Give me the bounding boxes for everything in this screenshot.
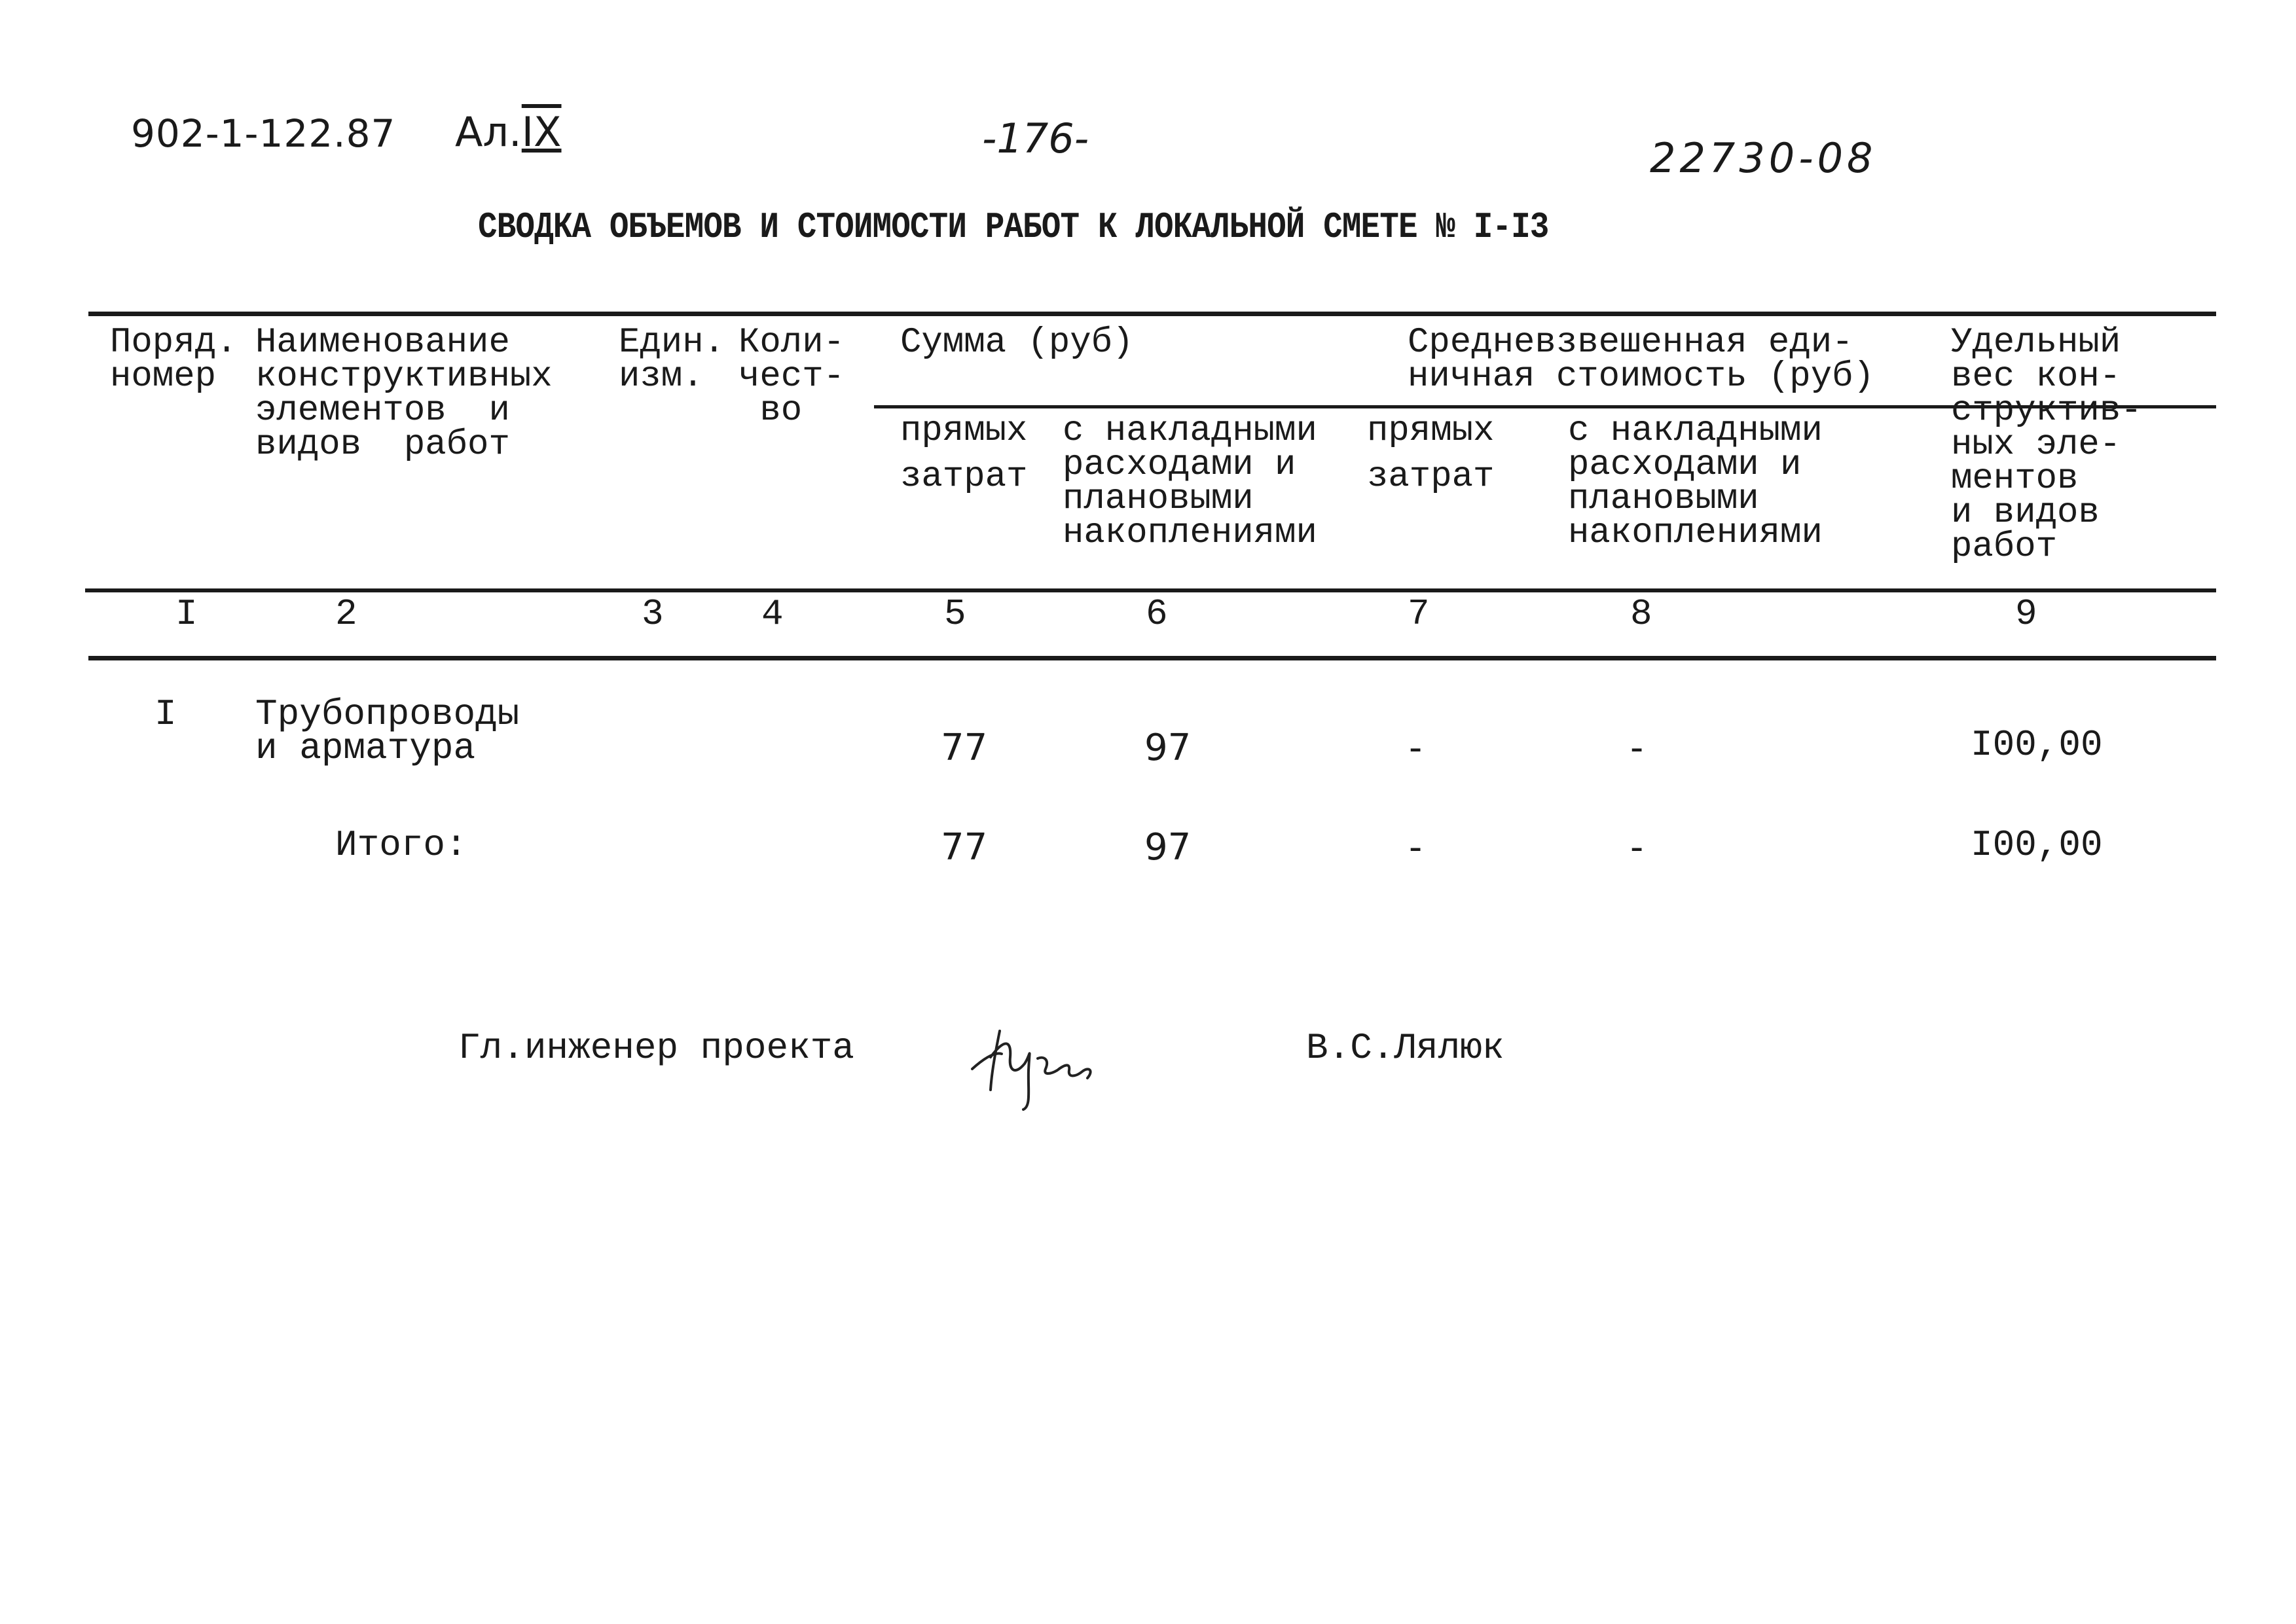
header-sum-group: Сумма (руб) (900, 323, 1134, 363)
header-unit: Един. изм. (619, 323, 725, 397)
total-label: Итого: (335, 824, 467, 866)
column-number-4: 4 (761, 593, 784, 635)
row-direct-costs: 77 (941, 727, 988, 769)
total-avg-direct: - (1409, 826, 1423, 869)
document-code: 902-1-122.87 (131, 111, 396, 156)
column-number-5: 5 (944, 593, 966, 635)
header-order-number: Поряд. номер (110, 323, 238, 397)
row-specific-weight: I00,00 (1971, 724, 2103, 766)
row-number: I (155, 693, 177, 735)
column-numbers-bottom-rule (88, 656, 2216, 660)
header-avg-with-overhead: с накладными расходами и плановыми накоплениями (1568, 411, 1823, 553)
total-avg-overhead: - (1630, 826, 1644, 869)
total-with-overhead: 97 (1144, 826, 1192, 869)
header-avg-direct-costs (1367, 411, 1495, 497)
column-number-9: 9 (2015, 593, 2037, 635)
column-number-2: 2 (335, 593, 357, 635)
column-number-8: 8 (1630, 593, 1652, 635)
table-top-rule (88, 312, 2216, 316)
archive-number: 22730-08 (1650, 134, 1877, 182)
total-direct-costs: 77 (941, 826, 988, 869)
album-roman-numeral: IX (521, 108, 562, 156)
signatory-role: Гл.инженер проекта (458, 1027, 854, 1069)
header-specific-weight: Удельный вес кон- структив- ных эле- ментов и видов работ (1951, 323, 2142, 567)
total-specific-weight: I00,00 (1971, 824, 2103, 866)
album-prefix: Ал. (455, 108, 522, 156)
header-sum-direct-costs (900, 411, 1028, 497)
header-avg-direct-line2: затрат (1367, 457, 1495, 497)
signatory-name: В.С.Лялюк (1306, 1027, 1504, 1069)
row-avg-overhead: - (1630, 727, 1644, 769)
page-number: -176- (982, 115, 1089, 162)
column-number-6: 6 (1146, 593, 1168, 635)
header-quantity: Коли- чест- во (738, 323, 845, 431)
header-weighted-average-group: Средневзвешенная еди- ничная стоимость (руб) (1408, 323, 1874, 397)
column-number-3: 3 (642, 593, 664, 635)
column-number-1: I (175, 593, 198, 635)
row-with-overhead: 97 (1144, 727, 1192, 769)
header-avg-direct-line1: прямых (1367, 411, 1495, 451)
header-sum-with-overhead: с накладными расходами и плановыми накоплениями (1063, 411, 1317, 553)
header-sum-direct-line2: затрат (900, 457, 1028, 497)
header-element-name: Наименование конструктивных элементов и видов работ (255, 323, 553, 465)
column-number-7: 7 (1408, 593, 1430, 635)
row-avg-direct: - (1409, 727, 1423, 769)
document-title: СВОДКА ОБЪЕМОВ И СТОИМОСТИ РАБОТ К ЛОКАЛЬНОЙ СМЕТЕ № I-I3 (478, 206, 1549, 248)
row-element-name: Трубопроводы и арматура (255, 693, 520, 769)
handwritten-signature (966, 1018, 1123, 1116)
header-sum-direct-line1: прямых (900, 411, 1028, 451)
column-numbers-top-rule (85, 588, 2216, 592)
album-label (455, 108, 562, 156)
